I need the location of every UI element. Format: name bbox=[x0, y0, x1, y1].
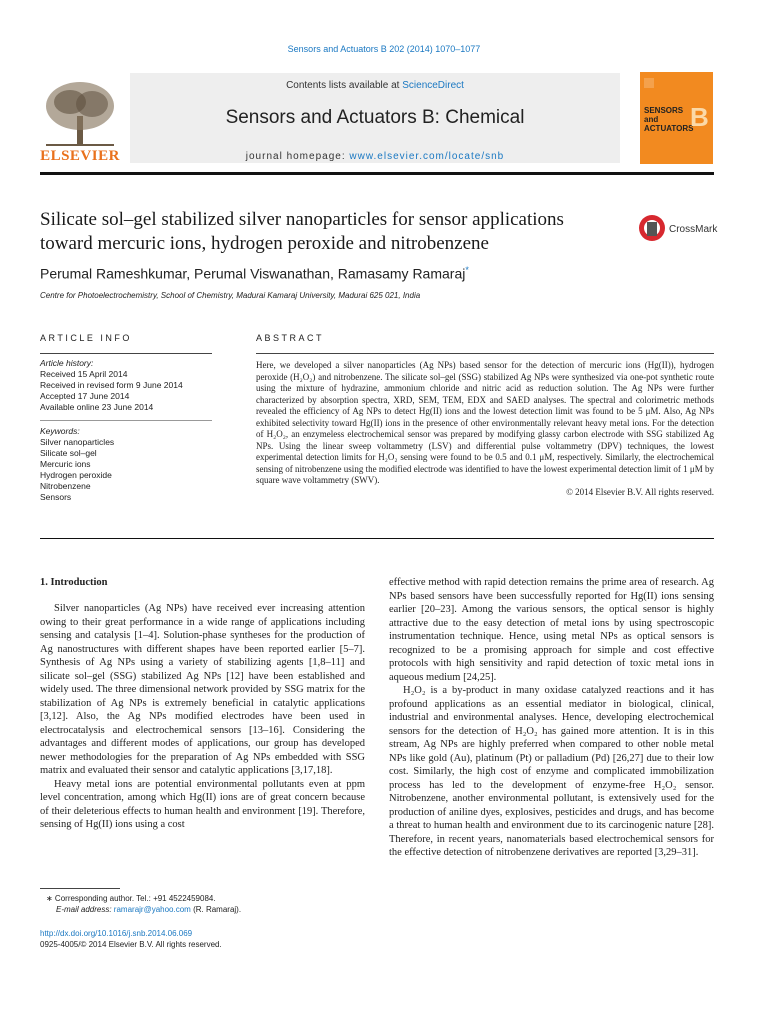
article-title bbox=[40, 208, 620, 256]
corresponding-author-mark[interactable]: * bbox=[465, 265, 469, 275]
keyword: Nitrobenzene bbox=[40, 481, 91, 491]
email-line bbox=[40, 904, 241, 915]
abstract-body bbox=[256, 360, 714, 498]
history-item: Accepted 17 June 2014 bbox=[40, 391, 130, 401]
affiliation: Centre for Photoelectrochemistry, School of Chemistry, Madurai Kamaraj University, Madurai 625 021, India bbox=[40, 291, 421, 300]
email-suffix: (R. Ramaraj). bbox=[190, 905, 242, 914]
intro-paragraph: H₂O₂ is a by-product in many oxidase catalyzed reactions and it has profound applications as an essential mediator in biological, clinical, industrial and environmental analyses. Hence, developing electrochemical sensors for the detection of H₂O₂ has gained more attention. It is in this stream, Ag NPs are highly preferred when compared to other noble metal NPs like gold (Au), platinum (Pt) or palladium (Pd) [26,27] due to their low cost. Similarly, the high cost of enzyme and complicated immobilization process has led to the development of enzyme-free H₂O₂ sensor. Nitrobenzene, another environmental pollutant, is extensively used for the production of aniline dyes, explosives, pesticides and drugs, and has become a threat to human health and environment due to its carcinogenic nature [28]. Therefore, in recent years, nanomaterials based electrochemical sensors for the effective detection of nitrobenzene derivatives are reported [3,29–31]. bbox=[389, 685, 714, 858]
body-column-right bbox=[389, 576, 714, 860]
contents-line bbox=[130, 80, 620, 91]
keyword: Mercuric ions bbox=[40, 459, 91, 469]
crossmark-label: CrossMark bbox=[669, 223, 718, 235]
journal-title: Sensors and Actuators B: Chemical bbox=[225, 107, 525, 128]
article-history bbox=[40, 358, 212, 413]
keywords bbox=[40, 426, 212, 503]
header-rule bbox=[40, 172, 714, 175]
doi-link[interactable]: http://dx.doi.org/10.1016/j.snb.2014.06.069 bbox=[40, 929, 193, 938]
abstract-rule bbox=[256, 353, 714, 354]
info-divider bbox=[40, 420, 212, 421]
elsevier-logo bbox=[40, 76, 120, 164]
history-item: Available online 23 June 2014 bbox=[40, 402, 154, 412]
cover-title: SENSORS and ACTUATORS bbox=[644, 106, 694, 133]
keyword: Sensors bbox=[40, 492, 72, 502]
journal-cover bbox=[640, 72, 713, 164]
email-link[interactable]: ramarajr@yahoo.com bbox=[113, 905, 191, 914]
elsevier-wordmark: ELSEVIER bbox=[40, 148, 120, 164]
authors-text: Perumal Rameshkumar, Perumal Viswanathan, Ramasamy Ramaraj bbox=[40, 265, 466, 282]
history-label: Article history: bbox=[40, 358, 94, 368]
sciencedirect-link[interactable]: ScienceDirect bbox=[402, 80, 464, 91]
abstract-text: Here, we developed a silver nanoparticles (Ag NPs) based sensor for the detection of mercuric ions (Hg(II)), hydrogen peroxide (H₂O₂) and nitrobenzene. The silicate sol–gel (SSG) stabilized Ag NPs were synthesized via one-pot synthetic route using the mixture of hydrazine, ammonium chloride and nitric acid as reduction solution. The Ag NPs were further characterized by absorption spectra, XRD, SEM, TEM, EDX and SAED analyses. The spectral and colorimetric methods revealed the efficiency of Ag NPs to detect Hg(II) ions and the lowest detection limit was found to be 5 μM. Also, Ag NPs exhibited selectivity toward Hg(II) ions in the presence of other environmentally relevant heavy metal ions. For the detection of H₂O₂, an enzymeless electrochemical sensor was prepared by modifying glassy carbon electrode with SSG stabilized Ag NPs. Using the linear sweep voltammetry (LSV) and differential pulse voltammetry (DPV) techniques, the lowest experimental detection limits for H₂O₂ sensing were found to be 0.5 and 0.1 μM, respectively. Similarly, the electrochemical sensing of nitrobenzene using the modified electrode was identified to have the lowest experimental detection limit of 1 μM by square wave voltammetry (SWV). bbox=[256, 360, 714, 485]
footnote-rule bbox=[40, 888, 120, 889]
author-list bbox=[40, 265, 469, 282]
contents-prefix: Contents lists available at bbox=[286, 80, 403, 91]
abstract-heading: ABSTRACT bbox=[256, 333, 325, 343]
homepage-link[interactable]: www.elsevier.com/locate/snb bbox=[349, 151, 505, 162]
body-column-left bbox=[40, 602, 365, 832]
history-item: Received in revised form 9 June 2014 bbox=[40, 380, 183, 390]
info-rule bbox=[40, 353, 212, 354]
keyword: Hydrogen peroxide bbox=[40, 470, 112, 480]
crossmark-icon bbox=[638, 214, 666, 244]
crossmark-badge[interactable] bbox=[638, 214, 717, 244]
footnote bbox=[40, 893, 241, 915]
homepage-prefix: journal homepage: bbox=[245, 151, 350, 162]
keyword: Silver nanoparticles bbox=[40, 437, 115, 447]
intro-paragraph: Silver nanoparticles (Ag NPs) have received ever increasing attention owing to their great performance in a wide range of applications including sensing and catalysis [1–4]. Solution-phase syntheses for the production of Ag nanostructures with different shapes have been reported earlier [5–7]. Synthesis of Ag NPs using a variety of stabilizing agents [1,8–11] and silicate sol–gel (SSG) stabilized Ag NPs [12] have been established and widely used. The three dimensional network provided by SSG matrix for the stabilization of Ag NPs is extremely beneficial in catalytic applications [3,12]. Also, the Ag NPs modified electrodes have been used in electrocatalysis and electrochemical sensors [13–16]. Considering the advantages and different modes of applications, our group has developed newer methodologies for the preparation of Ag NPs embedded with SSG matrix and evaluated their sensor and catalytic applications [3,17,18]. bbox=[40, 603, 365, 776]
article-info-heading: ARTICLE INFO bbox=[40, 333, 132, 343]
issn-line: 0925-4005/© 2014 Elsevier B.V. All rights reserved. bbox=[40, 940, 222, 949]
body-rule bbox=[40, 538, 714, 539]
title-line-1: Silicate sol–gel stabilized silver nanoparticles for sensor applications bbox=[40, 209, 564, 230]
journal-citation[interactable]: Sensors and Actuators B 202 (2014) 1070–1077 bbox=[287, 44, 481, 54]
journal-homepage bbox=[130, 151, 620, 162]
cover-emblem-icon bbox=[644, 78, 654, 88]
title-line-2: toward mercuric ions, hydrogen peroxide and nitrobenzene bbox=[40, 233, 489, 254]
intro-paragraph: effective method with rapid detection remains the prime area of research. Ag NPs based sensors have been successfully reported for Hg(II) ions sensing earlier [20–23]. Among the various sensors, the optical sensor is highly attractive due to the easy detection of metal ions by using spectroscopic instrumentation technique. Hence, using metal NPs as optical sensors is recognized to be a promising approach for simple and cost effective protocols with high sensitivity and rapid detection of toxic metal ions in aqueous medium [24,25]. bbox=[389, 577, 714, 683]
introduction-heading: 1. Introduction bbox=[40, 577, 108, 588]
abstract-copyright: © 2014 Elsevier B.V. All rights reserved. bbox=[566, 486, 714, 497]
doi-block bbox=[40, 928, 222, 950]
email-label: E-mail address: bbox=[56, 905, 114, 914]
corresponding-author: ∗ Corresponding author. Tel.: +91 4522459084. bbox=[46, 894, 216, 903]
history-item: Received 15 April 2014 bbox=[40, 369, 128, 379]
keywords-label: Keywords: bbox=[40, 426, 80, 436]
intro-paragraph: Heavy metal ions are potential environmental pollutants even at ppm level concentration, among which Hg(II) ions are of great concern because of their deleterious effects to human health and environment [19]. Therefore, sensing of Hg(II) ions using a cost bbox=[40, 778, 365, 830]
cover-letter: B bbox=[690, 102, 709, 132]
keyword: Silicate sol–gel bbox=[40, 448, 97, 458]
